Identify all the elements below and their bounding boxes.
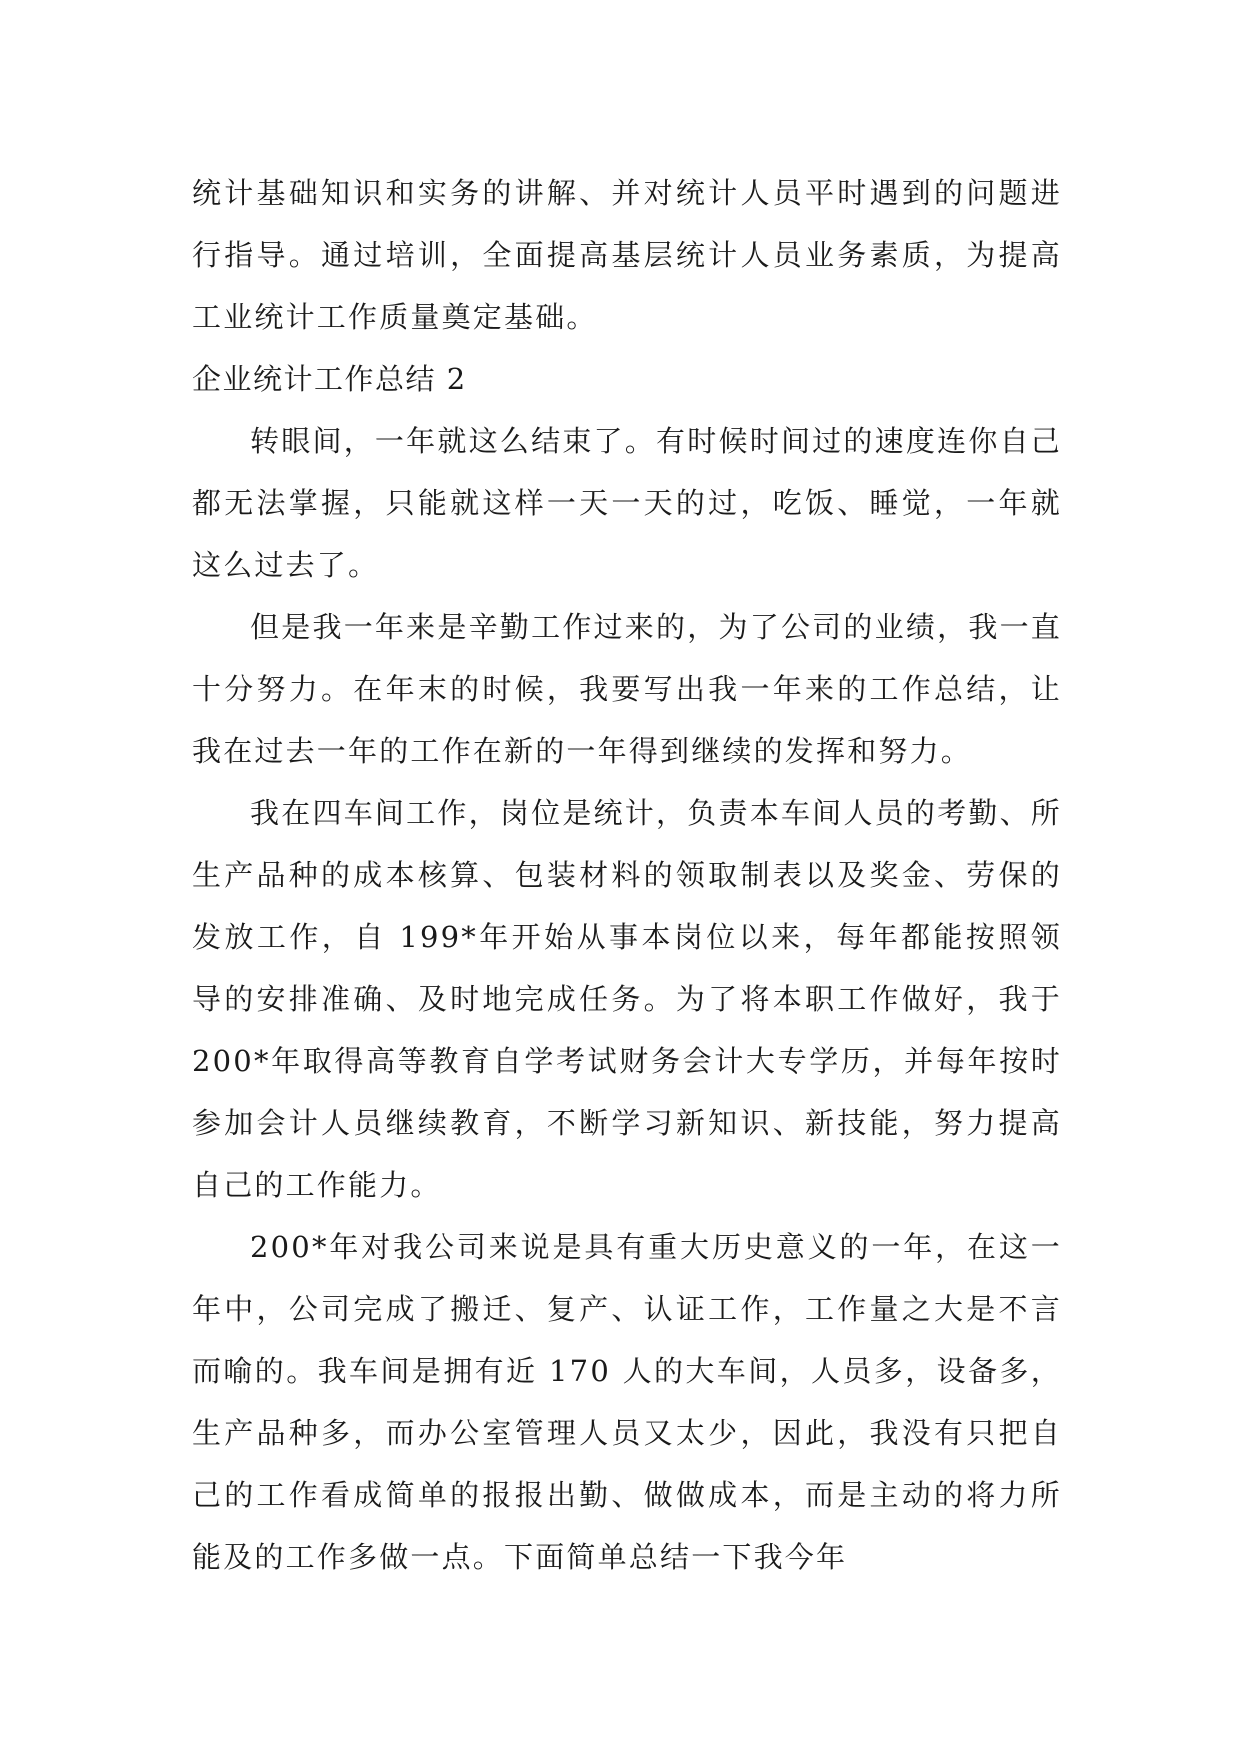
- document-page: [192, 162, 1062, 1588]
- body-paragraph: 我在四车间工作，岗位是统计，负责本车间人员的考勤、所生产品种的成本核算、包装材料的领取制表以及奖金、劳保的发放工作，自 199*年开始从事本岗位以来，每年都能按照领导的安排准确、及时地完成任务。为了将本职工作做好，我于 200*年取得高等教育自学考试财务会计大专学历，并每年按时参加会计人员继续教育，不断学习新知识、新技能，努力提高自己的工作能力。: [192, 796, 1062, 1202]
- section-title: 企业统计工作总结 2: [192, 362, 467, 396]
- body-paragraph: 转眼间，一年就这么结束了。有时候时间过的速度连你自己都无法掌握，只能就这样一天一天的过，吃饭、睡觉，一年就这么过去了。: [192, 424, 1062, 582]
- body-paragraph: 200*年对我公司来说是具有重大历史意义的一年，在这一年中，公司完成了搬迁、复产、认证工作，工作量之大是不言而喻的。我车间是拥有近 170 人的大车间，人员多，设备多，生产品种多，而办公室管理人员又太少，因此，我没有只把自己的工作看成简单的报报出勤、做做成本，而是主动的将力所能及的工作多做一点。下面简单总结一下我今年: [192, 1230, 1062, 1574]
- continuation-paragraph: 统计基础知识和实务的讲解、并对统计人员平时遇到的问题进行指导。通过培训，全面提高基层统计人员业务素质，为提高工业统计工作质量奠定基础。: [192, 176, 1062, 334]
- body-paragraph: 但是我一年来是辛勤工作过来的，为了公司的业绩，我一直十分努力。在年末的时候，我要写出我一年来的工作总结，让我在过去一年的工作在新的一年得到继续的发挥和努力。: [192, 610, 1062, 768]
